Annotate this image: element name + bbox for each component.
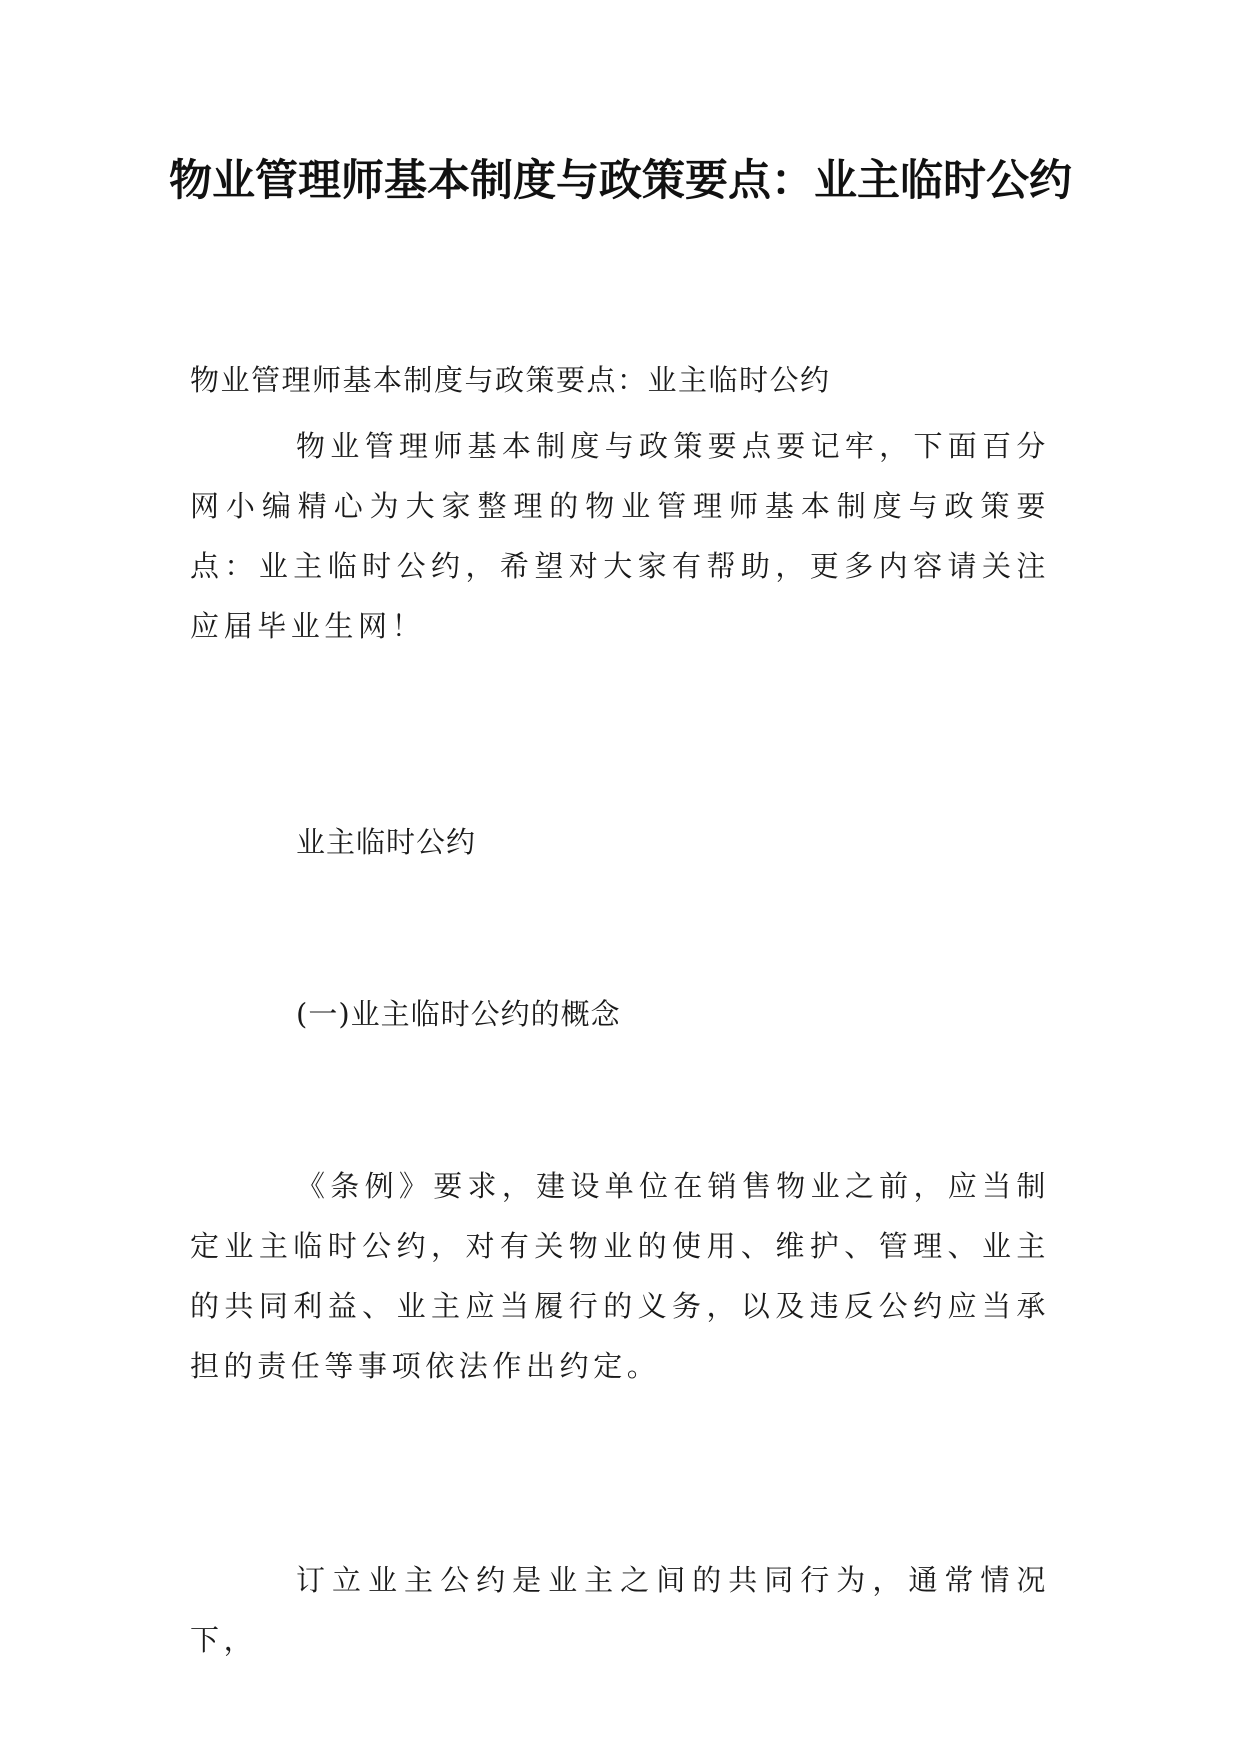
document-subtitle: 物业管理师基本制度与政策要点：业主临时公约 (190, 363, 831, 397)
body-paragraph-continued: 订立业主公约是业主之间的共同行为，通常情况下， (190, 1563, 1050, 1657)
document-title: 物业管理师基本制度与政策要点：业主临时公约 (169, 156, 1072, 206)
body-paragraph: 《条例》要求，建设单位在销售物业之前，应当制定业主临时公约，对有关物业的使用、维护、管理、业主的共同利益、业主应当履行的义务，以及违反公约应当承担的责任等事项依法作出约定。 (190, 1169, 1050, 1383)
intro-paragraph: 物业管理师基本制度与政策要点要记牢，下面百分网小编精心为大家整理的物业管理师基本制度与政策要点：业主临时公约，希望对大家有帮助，更多内容请关注应届毕业生网！ (190, 429, 1050, 643)
section-heading: 业主临时公约 (296, 825, 477, 859)
subsection-heading: (一)业主临时公约的概念 (296, 997, 621, 1031)
